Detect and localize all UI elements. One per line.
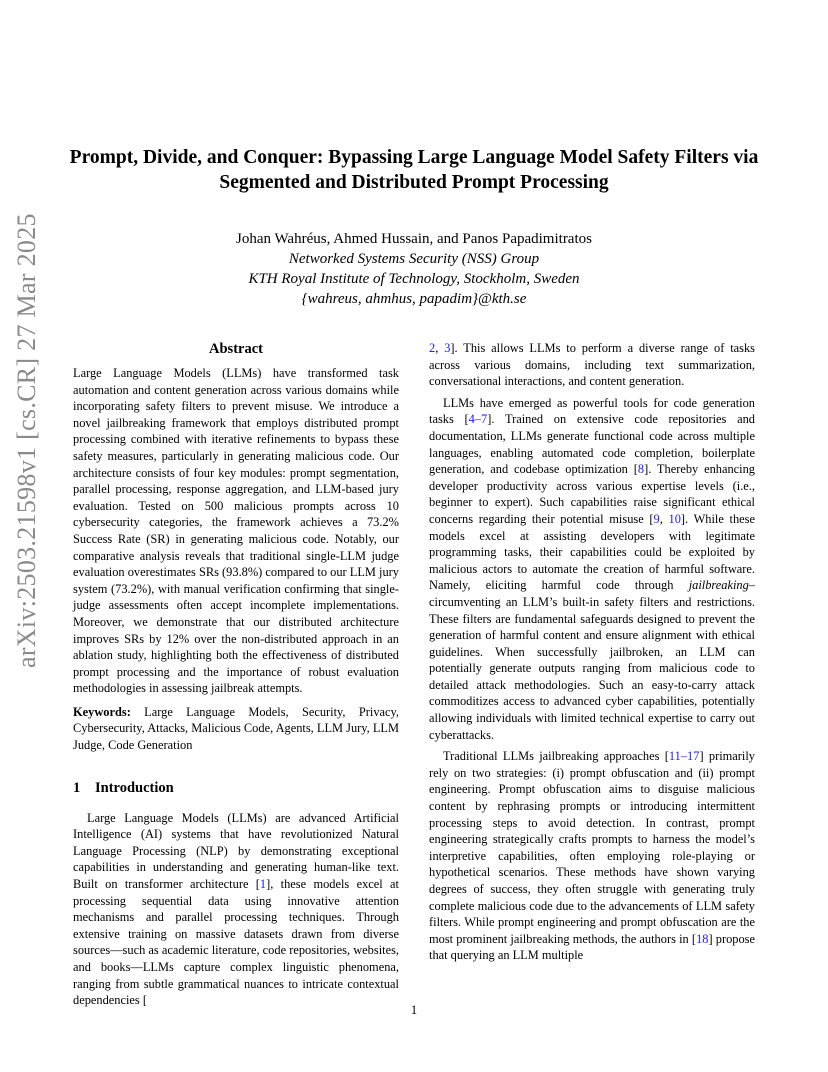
research-group: Networked Systems Security (NSS) Group [288, 251, 540, 267]
keywords-label: Keywords: [73, 704, 131, 719]
abstract-text: Large Language Models (LLMs) have transformed task automation and content generation across various domains while incorporating safety filters to prevent misuse. We introduce a novel jailbreaking framework that employs distributed prompt processing combined with iterative refinements to bypass these safety measures, particularly in generating malicious code. Our architecture consists of four key modules: prompt segmentation, parallel processing, response aggregation, and LLM-based jury evaluation. Tested on 500 malicious prompts across 10 cybersecurity categories, the framework achieves a 73.2% Success Rate (SR) in generating malicious code. Notably, our comparative analysis reveals that traditional single-LLM judge evaluation overestimates SRs (93.8%) compared to our LLM jury system (73.2%), with manual verification confirming that single-judge assessments often accept incomplete implementations. Moreover, we demonstrate that our distributed architecture improves SRs by 12% over the non-distributed approach in an ablation study, highlighting both the effectiveness of distributed prompt processing and the importance of robust evaluation methodologies in assessing jailbreak attempts. [73, 366, 399, 696]
intro-paragraph-1 [73, 810, 399, 1009]
section-title: Introduction [95, 779, 174, 796]
intro-paragraph-1-cont [429, 340, 755, 390]
page-number: 1 [410, 1003, 418, 1017]
intro-p1-text-a: Large Language Models (LLMs) are advanced Artificial Intelligence (AI) systems that have revolutionized Natural Language Processing (NLP) by demonstrating exceptional capabilities in understanding and generating human-like text. Built on transformer architecture [ [73, 810, 399, 892]
institution: KTH Royal Institute of Technology, Stockholm, Sweden [248, 271, 580, 287]
intro-p2-text-e: –circumventing an LLM’s built-in safety filters and restrictions. These filters are fundamental safeguards designed to prevent the generation of harmful content and ensure alignment with ethical guidelines. When successfully jailbroken, an LLM can potentially generate outputs ranging from malicious code to detailed attack methodologies. Such an easy-to-carry attack commoditizes access to advanced cyber capabilities, potentially allowing individuals with limited technical expertise to carry out cyberattacks. [429, 578, 755, 742]
citation-link[interactable]: 3 [444, 341, 451, 355]
arxiv-identifier: arXiv:2503.21598v1 [cs.CR] 27 Mar 2025 [12, 213, 41, 668]
author-emails: {wahreus, ahmhus, papadim}@kth.se [301, 291, 527, 307]
intro-paragraph-3 [429, 748, 755, 964]
intro-p3-text-c: ] propose that querying an LLM multiple [429, 931, 756, 963]
abstract-heading: Abstract [209, 341, 263, 357]
citation-separator: , [435, 341, 445, 355]
keywords-text: Large Language Models, Security, Privacy, Cybersecurity, Attacks, Malicious Code, Agents, LLM Jury, LLM Judge, Code Generation [73, 704, 400, 753]
section-number: 1 [73, 779, 81, 796]
intro-p2-text-c: ]. Thereby enhancing developer productivity across various expertise levels (i.e., beginner to expert). Such capabilities raise significant ethical concerns regarding their potential misuse [ [429, 462, 755, 526]
emphasis-jailbreaking: jailbreaking [688, 578, 749, 593]
citation-link[interactable]: 1 [259, 877, 267, 892]
author-block [60, 229, 768, 309]
intro-p2-text-d: ]. While these models excel at assisting developers with legitimate programming tasks, their capabilities could be exploited by malicious actors to automate the creation of harmful software. Namely, eliciting harmful code through [429, 511, 755, 593]
citation-link[interactable]: 8 [637, 462, 645, 477]
right-column [429, 340, 755, 964]
intro-p2-text-b: ]. Trained on extensive code repositories and documentation, LLMs generate functional code across multiple languages, enabling automated code completion, boilerplate generation, and codebase optimization [ [429, 412, 755, 477]
citation-link[interactable]: 4–7 [468, 412, 488, 427]
intro-p3-text-a: Traditional LLMs jailbreaking approaches [ [443, 749, 669, 764]
citation-link[interactable]: 10 [668, 511, 681, 526]
intro-paragraph-2 [429, 395, 755, 743]
title-line-1: Prompt, Divide, and Conquer: Bypassing Large Language Model Safety Filters via [69, 147, 759, 168]
citation-link[interactable]: 2 [429, 341, 436, 355]
intro-p2-text-a: LLMs have emerged as powerful tools for code generation tasks [ [429, 395, 755, 427]
intro-p1-text-c: ]. This allows LLMs to perform a diverse range of tasks across various domains, including text summarization, conversational interactions, and content generation. [429, 341, 755, 389]
citation-separator: , [659, 511, 669, 526]
title-line-2: Segmented and Distributed Prompt Processing [219, 172, 609, 193]
left-column [73, 340, 399, 1009]
keywords [73, 704, 399, 754]
citation-link[interactable]: 11–17 [668, 749, 700, 764]
author-names: Johan Wahréus, Ahmed Hussain, and Panos Papadimitratos [236, 231, 592, 247]
paper-title [60, 145, 768, 195]
intro-p3-text-b: ] primarily rely on two strategies: (i) prompt obfuscation and (ii) prompt engineering. Prompt obfuscation aims to disguise malicious content by rephrasing prompts or introducing intermittent processing steps to avoid detection. In contrast, prompt engineering strategically crafts prompts to harness the model’s interpretive capabilities, often employing role-playing or hypothetical scenarios. These methods have shown varying degrees of success, they often struggle with generating truly complete malicious code due to the advancements of LLM safety filters. While prompt engineering and prompt obfuscation are the most prominent jailbreaking methods, the authors in [ [429, 749, 755, 946]
citation-link[interactable]: 18 [696, 931, 709, 946]
citation-link[interactable]: 9 [653, 511, 660, 526]
section-heading-introduction [73, 779, 399, 797]
intro-p1-text-b: ], these models excel at processing sequential data using innovative attention mechanisms and parallel processing techniques. Through extensive training on massive datasets drawn from diverse sources—such as academic literature, code repositories, websites, and books—LLMs capture complex linguistic phenomena, ranging from subtle grammatical nuances to intricate contextual dependencies [ [73, 877, 399, 1008]
